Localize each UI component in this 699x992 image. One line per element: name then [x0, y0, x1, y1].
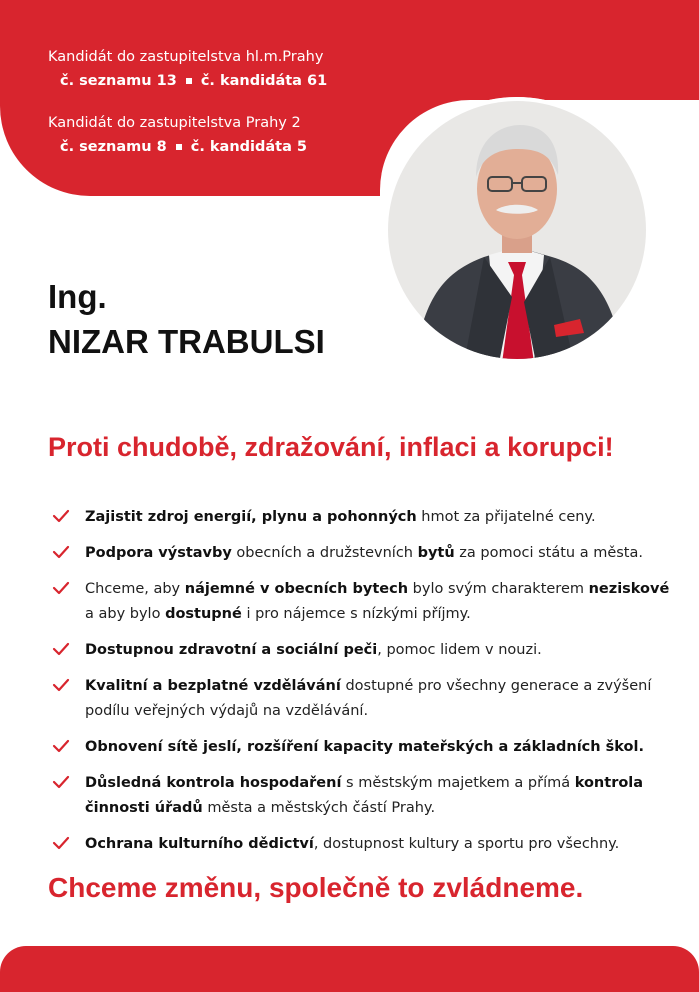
- candidate-name-block: [48, 274, 325, 364]
- plain-text: dostupné pro všechny generace a zvýšení podílu veřejných výdajů na vzdělávání.: [85, 678, 652, 719]
- candidate-number: č. kandidáta 61: [200, 73, 328, 89]
- program-point-text: [85, 505, 596, 530]
- candidacy-title: Kandidát do zastupitelstva hl.m.Prahy: [48, 49, 324, 65]
- program-point: [52, 735, 672, 760]
- program-point-text: [85, 832, 619, 857]
- program-points-list: [52, 505, 672, 868]
- checkmark-icon: [52, 775, 70, 789]
- list-number: č. seznamu 13: [60, 73, 177, 89]
- plain-text: bylo svým charakterem: [408, 581, 589, 597]
- candidacy-city: [48, 47, 327, 91]
- footer-banner: [0, 946, 699, 992]
- candidate-number: č. kandidáta 5: [190, 139, 308, 155]
- program-point: [52, 577, 672, 627]
- program-point-text: [85, 771, 672, 821]
- checkmark-icon: [52, 581, 70, 595]
- closing-slogan: Chceme změnu, společně to zvládneme.: [48, 872, 584, 903]
- portrait-illustration: [384, 97, 650, 363]
- program-point-text: [85, 735, 644, 760]
- program-point-text: [85, 674, 672, 724]
- candidacy-title: Kandidát do zastupitelstva Prahy 2: [48, 115, 301, 131]
- program-point: [52, 771, 672, 821]
- plain-text: města a městských částí Prahy.: [202, 800, 436, 816]
- checkmark-icon: [52, 836, 70, 850]
- plain-text: hmot za přijatelné ceny.: [416, 509, 596, 525]
- checkmark-icon: [52, 509, 70, 523]
- plain-text: , dostupnost kultury a sportu pro všechny.: [313, 836, 620, 852]
- emphasis-text: Zajistit zdroj energií, plynu a pohonných: [85, 509, 417, 525]
- program-point: [52, 638, 672, 663]
- plain-text: i pro nájemce s nízkými příjmy.: [241, 606, 471, 622]
- candidate-title-prefix: Ing.: [48, 278, 107, 315]
- emphasis-text: neziskové: [588, 581, 670, 597]
- square-bullet-icon: [186, 78, 192, 84]
- program-point: [52, 832, 672, 857]
- emphasis-text: Obnovení sítě jeslí, rozšíření kapacity mateřských a základních škol.: [85, 739, 644, 755]
- program-point: [52, 674, 672, 724]
- emphasis-text: kontrola činnosti úřadů: [85, 775, 644, 816]
- list-number: č. seznamu 8: [60, 139, 167, 155]
- emphasis-text: Podpora výstavby: [85, 545, 232, 561]
- candidate-name: NIZAR TRABULSI: [48, 323, 325, 360]
- emphasis-text: Kvalitní a bezplatné vzdělávání: [85, 678, 341, 694]
- emphasis-text: Ochrana kulturního dědictví: [85, 836, 314, 852]
- program-point: [52, 505, 672, 530]
- plain-text: , pomoc lidem v nouzi.: [377, 642, 542, 658]
- checkmark-icon: [52, 642, 70, 656]
- emphasis-text: bytů: [417, 545, 455, 561]
- square-bullet-icon: [176, 144, 182, 150]
- program-point-text: [85, 638, 542, 663]
- program-point-text: [85, 541, 643, 566]
- program-point-text: [85, 577, 672, 627]
- plain-text: s městským majetkem a přímá: [341, 775, 575, 791]
- emphasis-text: nájemné v obecních bytech: [184, 581, 409, 597]
- plain-text: za pomoci státu a města.: [454, 545, 643, 561]
- program-point: [52, 541, 672, 566]
- main-slogan: Proti chudobě, zdražování, inflaci a korupci!: [48, 432, 614, 462]
- emphasis-text: Dostupnou zdravotní a sociální peči: [85, 642, 378, 658]
- plain-text: a aby bylo: [85, 606, 166, 622]
- plain-text: obecních a družstevních: [231, 545, 418, 561]
- plain-text: Chceme, aby: [85, 581, 185, 597]
- checkmark-icon: [52, 678, 70, 692]
- candidacy-numbers: [60, 137, 307, 157]
- checkmark-icon: [52, 739, 70, 753]
- emphasis-text: dostupné: [165, 606, 242, 622]
- candidate-portrait: [384, 97, 650, 363]
- candidacy-numbers: [60, 71, 327, 91]
- emphasis-text: Důsledná kontrola hospodaření: [85, 775, 342, 791]
- candidacy-district: [48, 113, 307, 157]
- checkmark-icon: [52, 545, 70, 559]
